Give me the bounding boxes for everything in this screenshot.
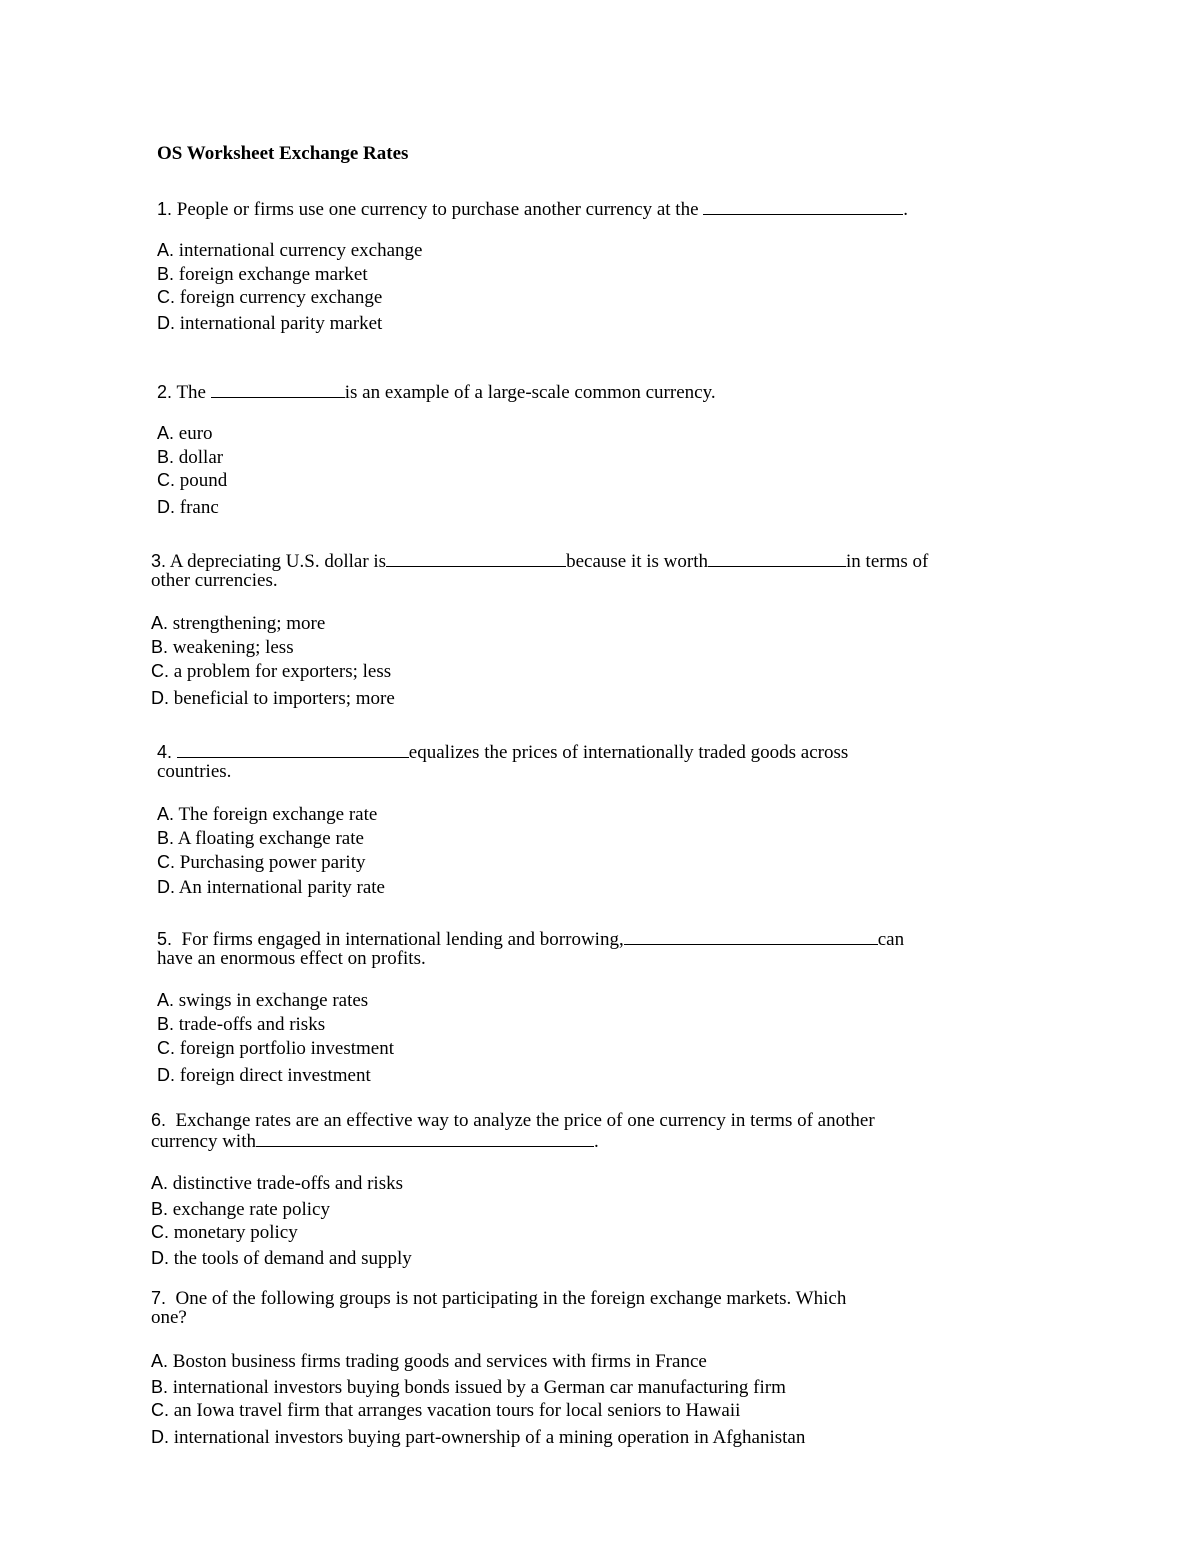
question-2-option-a — [157, 422, 213, 445]
option-letter: D. — [151, 1427, 169, 1447]
option-text: beneficial to importers; more — [173, 688, 395, 709]
question-text-line2: countries. — [157, 761, 232, 782]
question-number: 6. — [151, 1110, 167, 1130]
option-text: weakening; less — [172, 637, 294, 658]
question-6-option-a — [151, 1172, 403, 1195]
question-4-option-c — [157, 851, 365, 874]
option-text: The foreign exchange rate — [178, 804, 378, 825]
question-number: 2. — [157, 382, 173, 402]
option-letter: A. — [157, 804, 175, 824]
question-number: 3. — [151, 551, 167, 571]
question-3-option-d — [151, 687, 395, 710]
question-text-end: is an example of a large-scale common currency. — [344, 382, 716, 403]
option-text: a problem for exporters; less — [173, 661, 392, 682]
option-letter: D. — [157, 313, 175, 333]
question-4-stem — [157, 741, 848, 781]
answer-blank — [256, 1130, 594, 1147]
question-text-end: equalizes the prices of internationally traded goods across — [408, 742, 849, 763]
question-4-option-d — [157, 876, 385, 899]
option-text: foreign portfolio investment — [179, 1038, 394, 1059]
question-3-option-b — [151, 636, 294, 659]
option-letter: C. — [157, 852, 175, 872]
option-text: international parity market — [179, 313, 383, 334]
option-letter: D. — [157, 877, 175, 897]
option-letter: C. — [157, 470, 175, 490]
option-letter: A. — [157, 423, 175, 443]
option-text: dollar — [178, 447, 224, 468]
question-7-option-a — [151, 1350, 707, 1373]
option-letter: D. — [157, 497, 175, 517]
option-text: monetary policy — [173, 1222, 298, 1243]
question-text: A depreciating U.S. dollar is — [169, 551, 387, 572]
question-1-stem — [157, 198, 908, 219]
question-1-option-c — [157, 286, 382, 309]
question-3-option-a — [151, 612, 325, 635]
option-text: An international parity rate — [178, 877, 385, 898]
question-5-option-b — [157, 1013, 325, 1036]
question-text-line2: one? — [151, 1307, 187, 1328]
question-3-option-c — [151, 660, 391, 683]
option-letter: C. — [151, 661, 169, 681]
question-1-option-b — [157, 263, 368, 286]
option-text: the tools of demand and supply — [173, 1248, 412, 1269]
question-text-line2: have an enormous effect on profits. — [157, 948, 426, 969]
option-text: A floating exchange rate — [177, 828, 364, 849]
question-6-option-d — [151, 1247, 412, 1270]
option-text: swings in exchange rates — [178, 990, 369, 1011]
question-6-stem — [151, 1111, 875, 1151]
question-5-option-d — [157, 1064, 371, 1087]
question-number: 7. — [151, 1288, 167, 1308]
option-letter: D. — [157, 1065, 175, 1085]
question-7-stem — [151, 1289, 846, 1327]
answer-blank — [624, 928, 878, 945]
answer-blank — [708, 550, 846, 567]
option-letter: C. — [157, 1038, 175, 1058]
page-title: OS Worksheet Exchange Rates — [157, 143, 409, 164]
option-text: Purchasing power parity — [179, 852, 366, 873]
option-letter: C. — [157, 287, 175, 307]
question-7-option-b — [151, 1376, 786, 1399]
question-2-option-c — [157, 469, 227, 492]
question-7-option-d — [151, 1426, 805, 1449]
question-text: People or firms use one currency to purchase another currency at the — [176, 199, 699, 220]
option-text: exchange rate policy — [172, 1199, 330, 1220]
option-text: pound — [179, 470, 228, 491]
option-letter: B. — [157, 1014, 175, 1034]
option-text: strengthening; more — [172, 613, 326, 634]
question-text: Exchange rates are an effective way to analyze the price of one currency in terms of another — [175, 1110, 875, 1131]
question-text: One of the following groups is not participating in the foreign exchange markets. Which — [175, 1288, 847, 1309]
option-text: trade-offs and risks — [178, 1014, 326, 1035]
question-2-option-b — [157, 446, 223, 469]
question-text: For firms engaged in international lending and borrowing, — [181, 929, 624, 950]
option-text: international investors buying bonds issued by a German car manufacturing firm — [172, 1377, 786, 1398]
answer-blank — [703, 198, 903, 215]
option-text: foreign currency exchange — [179, 287, 383, 308]
option-letter: B. — [151, 1199, 169, 1219]
option-letter: A. — [157, 240, 175, 260]
option-letter: B. — [157, 828, 175, 848]
question-3-stem — [151, 550, 928, 590]
question-4-option-b — [157, 827, 364, 850]
question-6-option-c — [151, 1221, 298, 1244]
option-letter: B. — [157, 447, 175, 467]
question-text: The — [176, 382, 206, 403]
option-letter: A. — [157, 990, 175, 1010]
question-2-stem — [157, 381, 716, 402]
answer-blank — [211, 381, 345, 398]
question-text-line2: other currencies. — [151, 570, 278, 591]
question-text-line2 — [151, 1130, 875, 1151]
question-5-stem — [157, 928, 904, 968]
question-6-option-b — [151, 1198, 330, 1221]
option-letter: D. — [151, 688, 169, 708]
question-text-line2-end: . — [593, 1131, 599, 1152]
question-number: 4. — [157, 742, 173, 762]
answer-blank — [177, 741, 409, 758]
option-text: Boston business firms trading goods and services with firms in France — [172, 1351, 707, 1372]
question-text-line2-start: currency with — [151, 1131, 256, 1152]
question-7-option-c — [151, 1399, 740, 1422]
question-5-option-a — [157, 989, 368, 1012]
option-letter: D. — [151, 1248, 169, 1268]
option-letter: A. — [151, 1173, 169, 1193]
option-text: franc — [179, 497, 219, 518]
option-text: euro — [178, 423, 213, 444]
option-letter: A. — [151, 1351, 169, 1371]
option-letter: B. — [157, 264, 175, 284]
question-2-option-d — [157, 496, 219, 519]
question-4-option-a — [157, 803, 377, 826]
question-number: 1. — [157, 199, 173, 219]
option-text: foreign exchange market — [178, 264, 368, 285]
option-text: foreign direct investment — [179, 1065, 371, 1086]
question-5-option-c — [157, 1037, 394, 1060]
question-text-end: . — [903, 199, 909, 220]
option-text: distinctive trade-offs and risks — [172, 1173, 404, 1194]
option-letter: B. — [151, 637, 169, 657]
question-text-end: in terms of — [846, 551, 929, 572]
question-number: 5. — [157, 929, 173, 949]
option-text: an Iowa travel firm that arranges vacation tours for local seniors to Hawaii — [173, 1400, 741, 1421]
answer-blank — [386, 550, 566, 567]
option-text: international investors buying part-ownership of a mining operation in Afghanistan — [173, 1427, 806, 1448]
option-letter: C. — [151, 1400, 169, 1420]
question-1-option-a — [157, 239, 422, 262]
question-1-option-d — [157, 312, 382, 335]
question-text-end: can — [877, 929, 905, 950]
option-letter: A. — [151, 613, 169, 633]
option-letter: B. — [151, 1377, 169, 1397]
question-text-middle: because it is worth — [566, 551, 709, 572]
option-text: international currency exchange — [178, 240, 423, 261]
option-letter: C. — [151, 1222, 169, 1242]
